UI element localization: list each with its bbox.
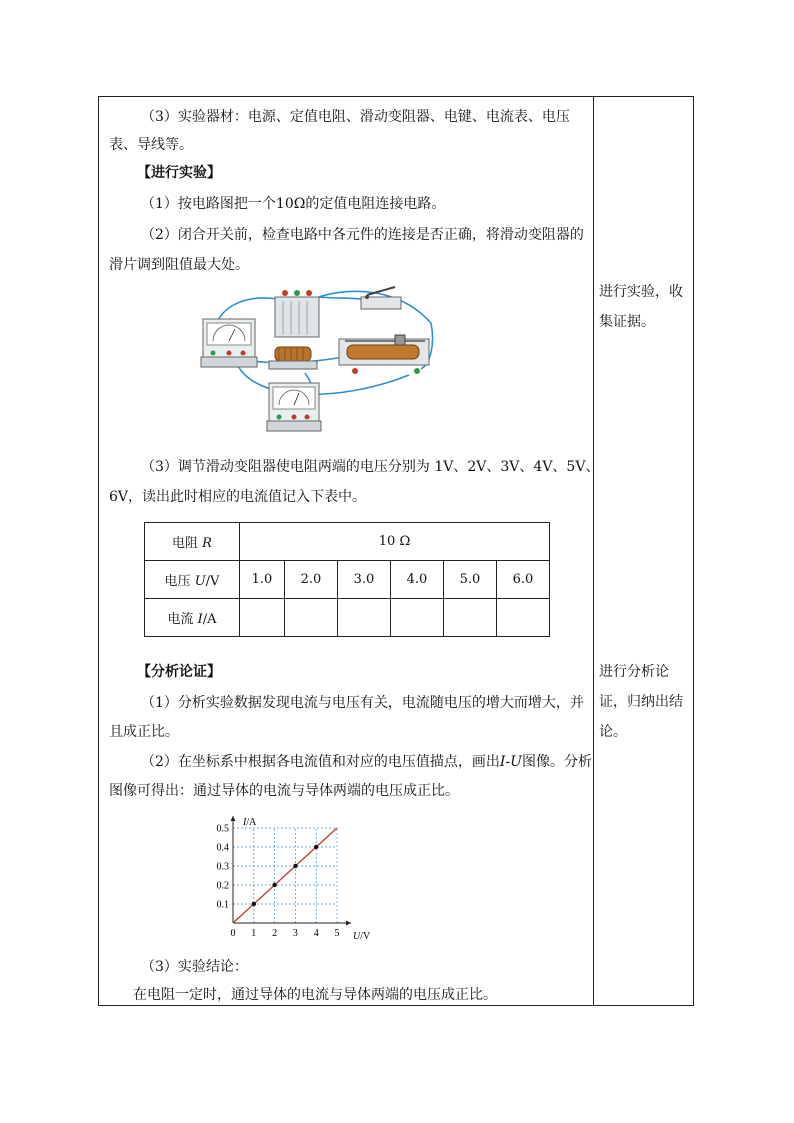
fixed-resistor xyxy=(269,347,317,369)
chart-x-tick-label: 3 xyxy=(292,928,298,939)
side-note-1 xyxy=(599,282,683,332)
chart-data-point xyxy=(252,902,256,906)
analysis-p2-line-1 xyxy=(141,752,592,772)
chart-series-line xyxy=(233,828,337,923)
voltage-unit: /V xyxy=(205,574,220,589)
table-cell-current-value xyxy=(497,599,550,637)
table-cell-resistance-value: 10 Ω xyxy=(240,523,550,561)
side-note-2 xyxy=(599,662,683,742)
chart-y-axis-symbol: I xyxy=(243,817,247,828)
experiment-step-2-line-2: 滑片调到阻值最大处。 xyxy=(109,257,249,273)
table-cell-current-value xyxy=(444,599,497,637)
experiment-step-1: （1）按电路图把一个10Ω的定值电阻连接电路。 xyxy=(141,196,446,212)
table-row-current xyxy=(145,599,550,637)
current-label-text: 电流 xyxy=(167,612,198,627)
experiment-step-2-line-1: （2）闭合开关前，检查电路中各元件的连接是否正确，将滑动变阻器的 xyxy=(141,227,584,243)
table-cell-current-label xyxy=(145,599,240,637)
chart-x-axis-unit: /V xyxy=(360,931,371,942)
analysis-p2-prefix: （2）在坐标系中根据各电流值和对应的电压值描点，画出 xyxy=(141,754,500,770)
current-symbol: I xyxy=(197,612,203,627)
sliding-rheostat xyxy=(339,335,429,374)
chart-y-tick-label: 0.2 xyxy=(216,880,229,892)
table-cell-voltage-value: 4.0 xyxy=(391,561,444,599)
analysis-p1-line-2: 且成正比。 xyxy=(109,724,179,740)
chart-x-axis-label xyxy=(353,931,371,942)
data-table xyxy=(144,522,550,637)
materials-line-1: （3）实验器材：电源、定值电阻、滑动变阻器、电键、电流表、电压 xyxy=(141,109,570,125)
chart-data-point xyxy=(293,864,297,868)
lesson-table xyxy=(98,96,694,1006)
voltmeter xyxy=(267,383,321,431)
resistance-symbol: R xyxy=(202,536,212,551)
table-cell-current-value xyxy=(338,599,391,637)
resistance-label-text: 电阻 xyxy=(172,536,203,551)
chart-y-tick-label: 0.4 xyxy=(216,842,229,854)
battery-box xyxy=(275,290,319,337)
table-cell-current-value xyxy=(391,599,444,637)
experiment-heading: 【进行实验】 xyxy=(137,165,221,181)
chart-y-axis-label xyxy=(242,817,257,828)
experiment-step-3-line-2: 6V，读出此时相应的电流值记入下表中。 xyxy=(109,489,367,505)
chart-y-axis-unit: /A xyxy=(246,817,257,828)
table-cell-resistance-label xyxy=(145,523,240,561)
side-note-1-line-2: 集证据。 xyxy=(599,314,655,330)
analysis-p2-line-2: 图像可得出：通过导体的电流与导体两端的电压成正比。 xyxy=(109,783,459,799)
side-note-2-line-1: 进行分析论 xyxy=(599,664,669,680)
chart-x-tick-label: 1 xyxy=(251,928,257,939)
table-cell-voltage-label xyxy=(145,561,240,599)
experiment-step-3-line-1: （3）调节滑动变阻器使电阻两端的电压分别为 1V、2V、3V、4V、5V、 xyxy=(141,459,600,475)
conclusion-text: 在电阻一定时，通过导体的电流与导体两端的电压成正比。 xyxy=(133,987,497,1003)
chart-y-arrow xyxy=(231,816,236,821)
side-note-1-line-1: 进行实验，收 xyxy=(599,284,683,300)
table-cell-voltage-value: 6.0 xyxy=(497,561,550,599)
table-cell-voltage-value: 2.0 xyxy=(285,561,338,599)
chart-data-point xyxy=(314,845,318,849)
table-cell-voltage-value: 1.0 xyxy=(240,561,285,599)
chart-y-tick-label: 0.3 xyxy=(216,861,229,873)
chart-data-point xyxy=(272,883,276,887)
analysis-p1-line-1: （1）分析实验数据发现电流与电压有关，电流随电压的增大而增大，并 xyxy=(141,695,584,711)
table-row-voltage xyxy=(145,561,550,599)
analysis-p2-symbol: I-U xyxy=(499,754,522,770)
analysis-heading: 【分析论证】 xyxy=(137,664,221,680)
column-divider xyxy=(593,97,594,1005)
chart-y-tick-label: 0.5 xyxy=(216,823,229,835)
analysis-p2-suffix: 图像。分析 xyxy=(521,754,592,770)
iu-chart xyxy=(207,813,387,945)
voltage-symbol: U xyxy=(194,574,206,589)
table-cell-current-value xyxy=(285,599,338,637)
analysis-p3: （3）实验结论： xyxy=(141,959,248,975)
side-note-2-line-3: 论。 xyxy=(599,724,627,740)
side-note-2-line-2: 证，归纳出结 xyxy=(599,694,683,710)
chart-x-tick-label: 5 xyxy=(334,928,340,939)
chart-y-tick-label: 0.1 xyxy=(216,899,229,911)
chart-x-axis-symbol: U xyxy=(353,931,361,942)
voltage-label-text: 电压 xyxy=(164,574,195,589)
table-row-resistance xyxy=(145,523,550,561)
current-unit: /A xyxy=(202,612,217,627)
table-cell-current-value xyxy=(240,599,285,637)
table-cell-voltage-value: 5.0 xyxy=(444,561,497,599)
table-cell-voltage-value: 3.0 xyxy=(338,561,391,599)
chart-x-tick-label: 4 xyxy=(313,928,319,939)
switch xyxy=(361,287,401,309)
materials-line-2: 表、导线等。 xyxy=(109,137,193,153)
circuit-illustration xyxy=(199,283,439,443)
chart-x-tick-label: 0 xyxy=(230,928,236,939)
chart-x-tick-label: 2 xyxy=(272,928,278,939)
ammeter xyxy=(201,319,257,367)
chart-x-arrow xyxy=(346,921,351,926)
